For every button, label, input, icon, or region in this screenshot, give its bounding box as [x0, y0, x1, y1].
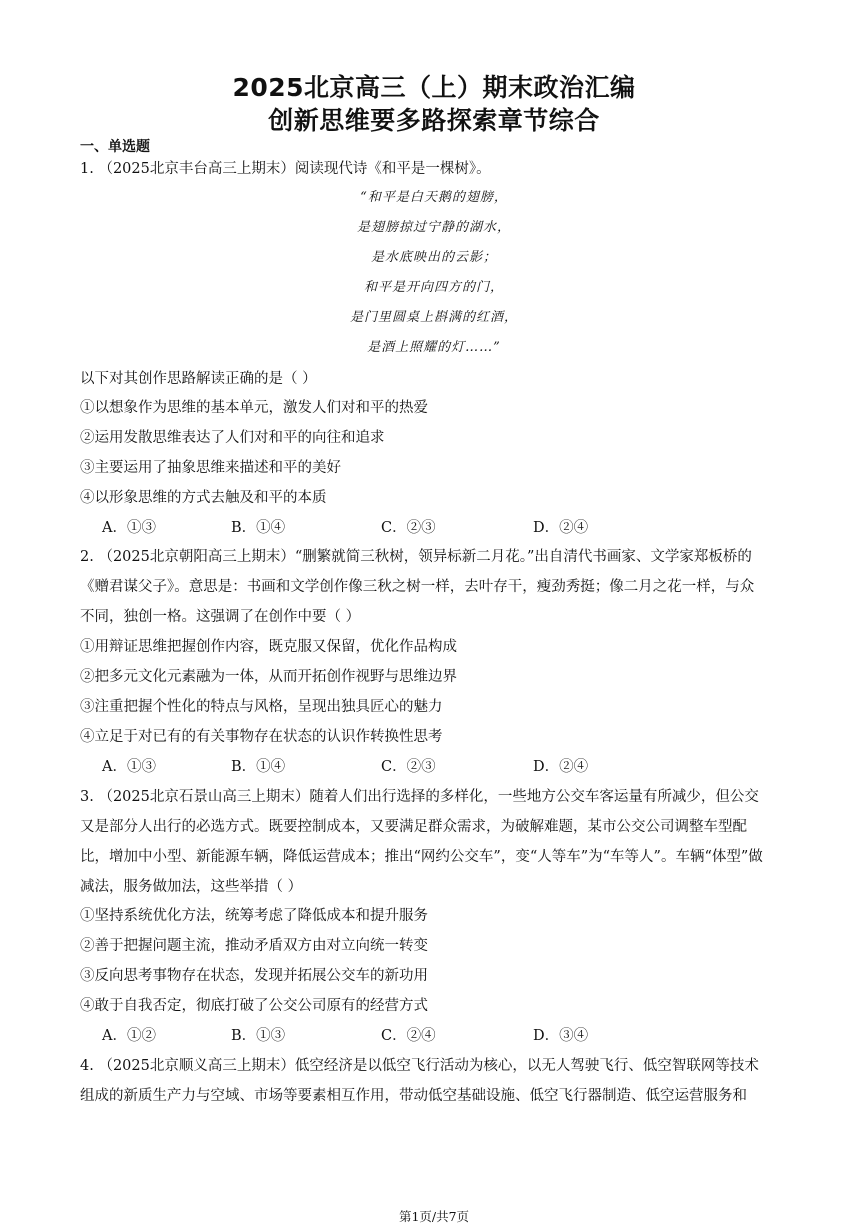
question-4-stem: 4. （2025北京顺义高三上期末）低空经济是以低空飞行活动为核心，以无人驾驶飞行、低空智联网等技术: [80, 1058, 759, 1074]
question-4-stem: 组成的新质生产力与空域、市场等要素相互作用，带动低空基础设施、低空飞行器制造、低空运营服务和: [80, 1088, 747, 1104]
question-3-option-a[interactable]: A．①②: [102, 1028, 156, 1044]
question-1-option-d[interactable]: D．②④: [533, 520, 589, 536]
question-2-stem: 2. （2025北京朝阳高三上期末）“删繁就简三秋树，领异标新二月花。”出自清代书画家、文学家郑板桥的: [80, 549, 752, 565]
section-heading: 一、单选题: [80, 139, 150, 155]
question-3-stem: 3. （2025北京石景山高三上期末）随着人们出行选择的多样化，一些地方公交车客运量有所减少，但公交: [80, 789, 759, 805]
question-1-ask: 以下对其创作思路解读正确的是（ ）: [80, 371, 317, 387]
question-3-option-c[interactable]: C．②④: [381, 1028, 436, 1044]
question-2-stem: 《赠君谋父子》。意思是：书画和文学创作像三秋之树一样，去叶存干，瘦劲秀挺；像二月之花一样，与众: [80, 579, 755, 595]
question-3-item: ②善于把握问题主流，推动矛盾双方由对立向统一转变: [80, 938, 428, 954]
poem-line: 是门里圆桌上斟满的红酒，: [349, 310, 518, 325]
question-1-option-a[interactable]: A．①③: [102, 520, 156, 536]
question-3-item: ④敢于自我否定，彻底打破了公交公司原有的经营方式: [80, 998, 428, 1014]
poem-line: “和平是白天鹅的翅膀，: [360, 190, 508, 205]
question-2-item: ④立足于对已有的有关事物存在状态的认识作转换性思考: [80, 729, 443, 745]
document-subtitle: 创新思维要多路探索章节综合: [268, 106, 600, 135]
question-2-option-a[interactable]: A．①③: [102, 759, 156, 775]
poem-line: 是水底映出的云影；: [370, 250, 497, 265]
question-2-option-c[interactable]: C．②③: [381, 759, 436, 775]
question-2-item: ①用辩证思维把握创作内容，既克服又保留，优化作品构成: [80, 639, 457, 655]
question-2-option-d[interactable]: D．②④: [533, 759, 589, 775]
question-3-item: ①坚持系统优化方法，统筹考虑了降低成本和提升服务: [80, 908, 428, 924]
question-1-option-c[interactable]: C．②③: [381, 520, 436, 536]
question-1-item: ④以形象思维的方式去触及和平的本质: [80, 490, 327, 506]
poem-line: 和平是开向四方的门，: [363, 280, 504, 295]
question-2-item: ②把多元文化元素融为一体，从而开拓创作视野与思维边界: [80, 669, 457, 685]
question-3-stem: 又是部分人出行的必选方式。既要控制成本，又要满足群众需求，为破解难题，某市公交公司调整车型配: [80, 819, 747, 835]
question-2-stem: 不同，独创一格。这强调了在创作中要（ ）: [80, 609, 361, 625]
question-2-option-b[interactable]: B．①④: [231, 759, 286, 775]
question-3-option-b[interactable]: B．①③: [231, 1028, 286, 1044]
question-3-option-d[interactable]: D．③④: [533, 1028, 589, 1044]
question-3-stem: 比，增加中小型、新能源车辆，降低运营成本；推出“网约公交车”，变“人等车”为“车等人”。车辆“体型”做: [80, 849, 763, 865]
question-1-item: ②运用发散思维表达了人们对和平的向往和追求: [80, 430, 385, 446]
question-1-option-b[interactable]: B．①④: [231, 520, 286, 536]
page-number: 第1页/共7页: [398, 1209, 470, 1224]
question-3-stem: 减法，服务做加法，这些举措（ ）: [80, 879, 303, 895]
question-1-stem: 1. （2025北京丰台高三上期末）阅读现代诗《和平是一棵树》。: [80, 161, 491, 177]
poem-line: 是翅膀掠过宁静的湖水，: [356, 220, 511, 235]
question-3-item: ③反向思考事物存在状态，发现并拓展公交车的新功用: [80, 968, 428, 984]
question-1-item: ①以想象作为思维的基本单元，激发人们对和平的热爱: [80, 400, 428, 416]
question-1-item: ③主要运用了抽象思维来描述和平的美好: [80, 460, 341, 476]
question-2-item: ③注重把握个性化的特点与风格，呈现出独具匠心的魅力: [80, 699, 443, 715]
poem-line: 是酒上照耀的灯……”: [367, 340, 501, 355]
document-title: 2025北京高三（上）期末政治汇编: [232, 73, 636, 102]
